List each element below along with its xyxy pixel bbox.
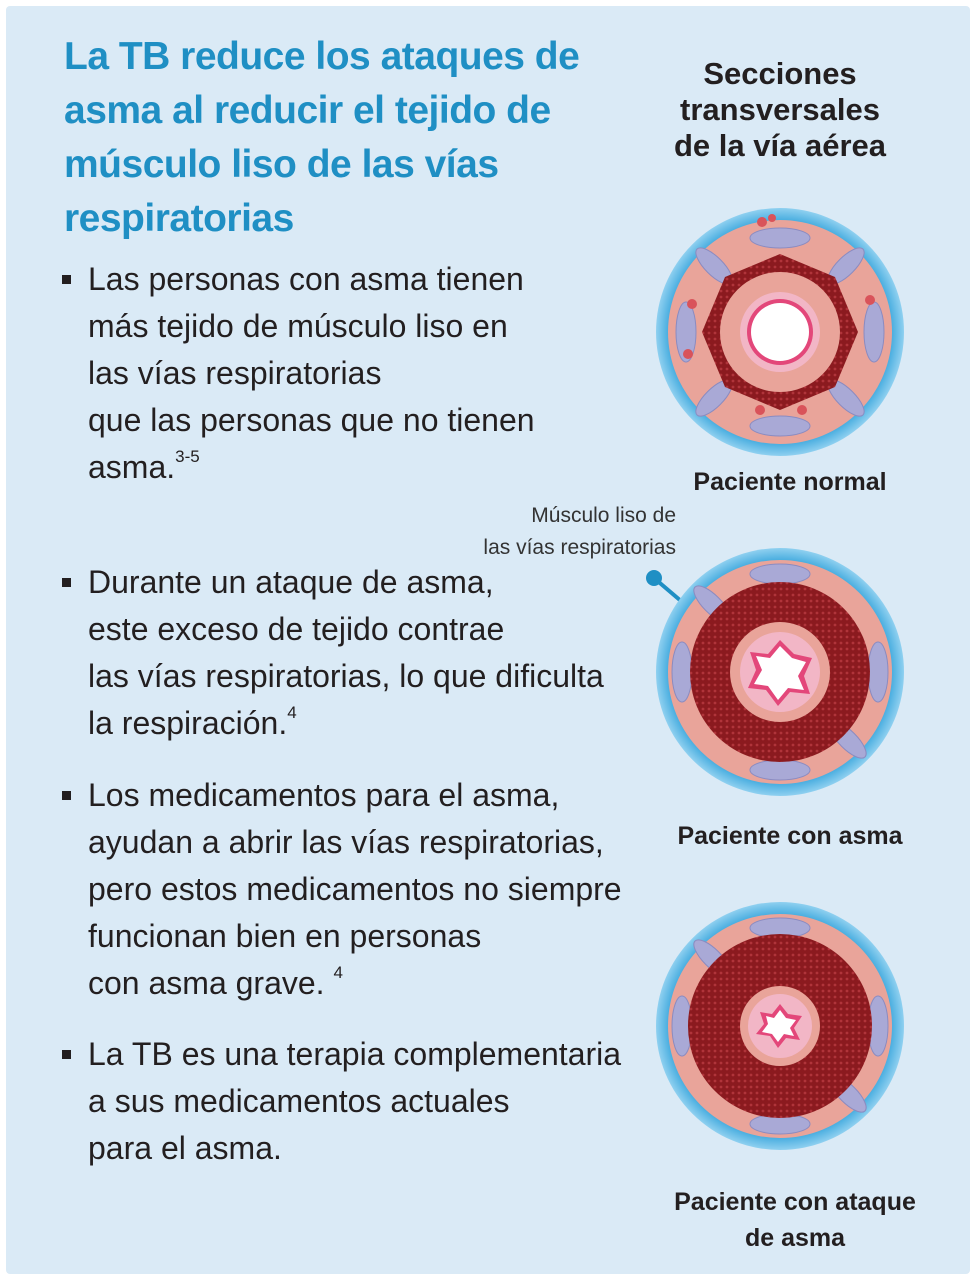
- bullet-text: Las personas con asma tienen más tejido de músculo liso en las vías respiratorias que las personas que no tienen asma.: [88, 261, 535, 485]
- reference-superscript: 3-5: [175, 447, 200, 466]
- airway-asthma-attack-illustration: [652, 898, 912, 1158]
- cross-sections-title: Secciones transversales de la vía aérea: [674, 56, 886, 163]
- bullet-text: Durante un ataque de asma, este exceso de tejido contrae las vías respiratorias, lo que dificulta la respiración.: [88, 564, 604, 741]
- bullet-marker: [62, 578, 71, 587]
- reference-superscript: 4: [333, 963, 343, 982]
- caption-asthma: Paciente con asma: [677, 822, 903, 850]
- bullet-item: [62, 1031, 662, 1172]
- bullet-marker: [62, 791, 71, 800]
- bullet-text: La TB es una terapia complementaria a sus medicamentos actuales para el asma.: [88, 1036, 622, 1166]
- caption-asthma-attack: Paciente con ataque de asma: [674, 1188, 916, 1252]
- smooth-muscle-callout: Músculo liso de las vías respiratorias: [483, 504, 676, 559]
- page-headline: La TB reduce los ataques de asma al reducir el tejido de músculo liso de las vías respiratorias: [64, 35, 580, 240]
- bullet-marker: [62, 275, 71, 284]
- bullet-item: [62, 256, 662, 491]
- airway-asthma-illustration: [652, 544, 912, 804]
- bullet-item: [62, 772, 662, 1007]
- bullet-item: [62, 559, 662, 747]
- reference-superscript: 4: [287, 703, 297, 722]
- bullet-marker: [62, 1050, 71, 1059]
- bullet-text: Los medicamentos para el asma, ayudan a abrir las vías respiratorias, pero estos medicamentos no siempre funcionan bien en personas con asma grave.: [88, 777, 622, 1001]
- caption-normal: Paciente normal: [693, 468, 887, 496]
- airway-normal-illustration: [652, 204, 912, 464]
